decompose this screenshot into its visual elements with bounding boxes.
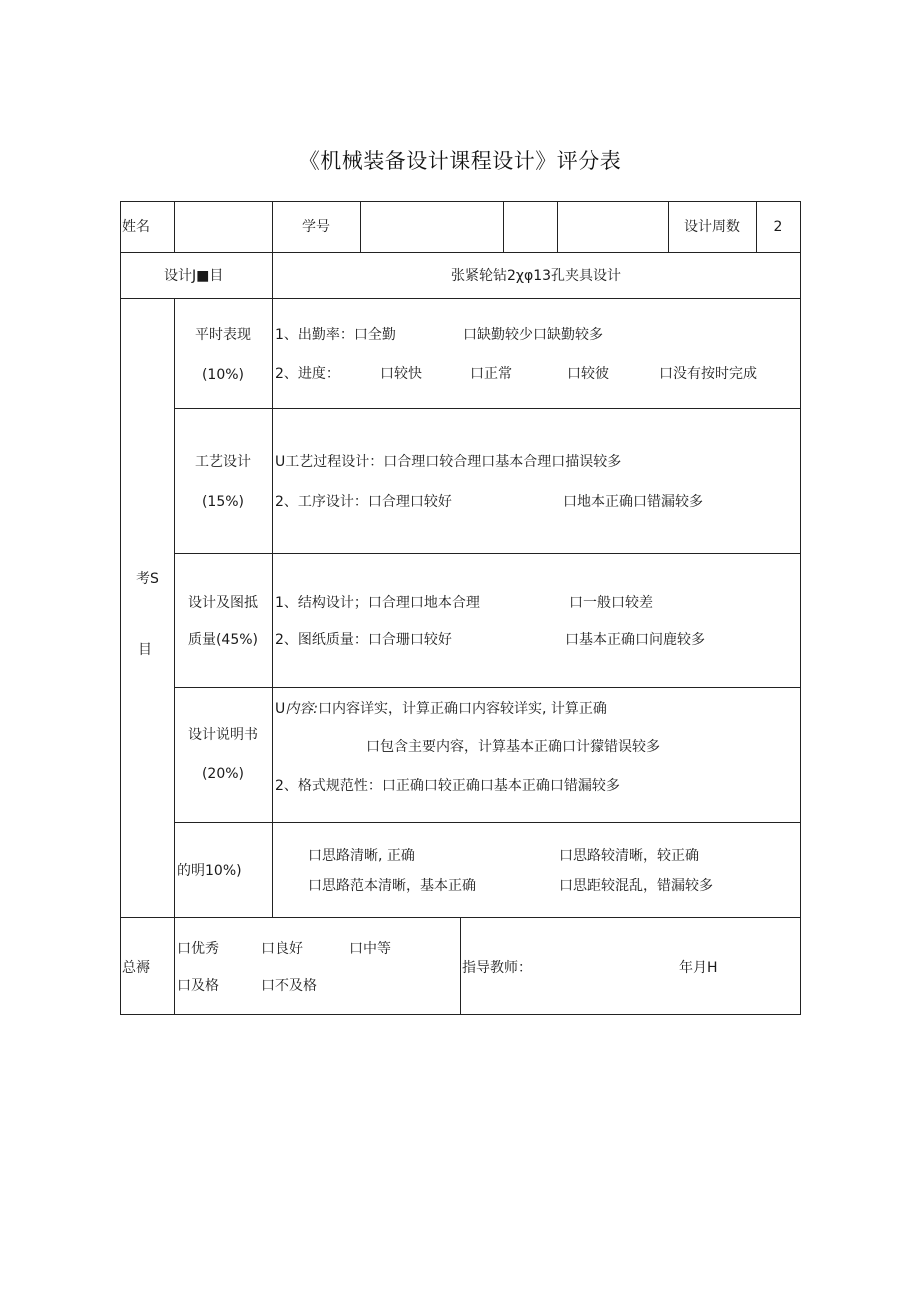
grade-option-good[interactable]: 口良好	[261, 941, 303, 957]
criterion-option[interactable]: 口缺勤较少口缺勤较多	[463, 327, 603, 343]
grade-option-fail[interactable]: 口不及格	[261, 978, 317, 994]
criterion-option[interactable]: 口基本正确口问鹿较多	[565, 632, 705, 648]
section-weight: (10%)	[201, 367, 245, 383]
blank-cell[interactable]	[504, 202, 557, 252]
section-name: 的明10%)	[177, 863, 242, 879]
date-label: 年月H	[679, 960, 718, 976]
criterion-option[interactable]: 口一般口较差	[569, 595, 653, 611]
criterion-label: 2、进度：	[275, 366, 340, 382]
criterion-option[interactable]: 2、图纸质量：口合珊口较好	[275, 632, 452, 648]
grade-option-pass[interactable]: 口及格	[177, 978, 219, 994]
criterion-option[interactable]: 口没有按时完成	[659, 366, 757, 382]
section-name: 设计及图抵	[188, 595, 258, 611]
criterion-option[interactable]: 口较快	[380, 366, 422, 382]
teacher-signature-label: 指导教师：	[462, 960, 532, 976]
criterion-option[interactable]: 2、格式规范性：口正确口较正确口基本正确口错漏较多	[275, 778, 620, 794]
section-weight: (20%)	[201, 766, 245, 782]
criterion-option[interactable]: 口思路清晰, 正确	[308, 848, 415, 864]
assessment-label: 目	[138, 642, 152, 658]
name-label: 姓名	[122, 219, 150, 235]
weeks-value: 2	[773, 219, 783, 235]
project-title: 张紧轮钻2χφ13孔夹具设计	[450, 268, 622, 284]
criterion-option[interactable]: 口内容详实，计算正确口内容较详实, 计算正确	[317, 701, 607, 717]
section-name: 工艺设计	[195, 454, 251, 470]
criterion-label: 内容:	[285, 701, 318, 717]
section-weight: (15%)	[201, 494, 245, 510]
criterion-option[interactable]: 口地本正确口错漏较多	[563, 494, 703, 510]
criterion-option[interactable]: 口较彼	[567, 366, 609, 382]
name-field[interactable]	[175, 202, 272, 252]
blank-cell[interactable]	[558, 202, 668, 252]
criterion-label: U	[275, 701, 286, 717]
criterion-option[interactable]: 2、工序设计：口合理口较好	[275, 494, 452, 510]
criterion-option[interactable]: U工艺过程设计：口合理口较合理口基本合理口描误较多	[275, 454, 622, 470]
section-name: 平时表现	[195, 327, 251, 343]
criterion-option[interactable]: 口思距较混乱，错漏较多	[559, 878, 713, 894]
page-title: 《机械装备设计课程设计》评分表	[298, 149, 622, 173]
section-weight: 质量(45%)	[187, 632, 259, 648]
criterion-option[interactable]: 口思路较清晰，较正确	[559, 848, 699, 864]
student-id-field[interactable]	[361, 202, 503, 252]
grade-option-medium[interactable]: 口中等	[349, 941, 391, 957]
student-id-label: 学号	[302, 219, 330, 235]
criterion-option[interactable]: 口正常	[470, 366, 512, 382]
assessment-label: 考S	[136, 571, 159, 587]
grade-option-excellent[interactable]: 口优秀	[177, 941, 219, 957]
criterion-option[interactable]: 口思路范本清晰，基本正确	[308, 878, 476, 894]
weeks-label: 设计周数	[684, 219, 740, 235]
summary-label: 总褥	[122, 960, 150, 976]
criterion-option[interactable]: 口包含主要内容，计算基本正确口计獴错误较多	[366, 739, 660, 755]
section-name: 设计说明书	[188, 727, 258, 743]
criterion-option[interactable]: 1、结构设计；口合理口地本合理	[275, 595, 480, 611]
project-label: 设计J■目	[164, 268, 224, 284]
criterion-option[interactable]: 1、出勤率：口全勤	[275, 327, 396, 343]
